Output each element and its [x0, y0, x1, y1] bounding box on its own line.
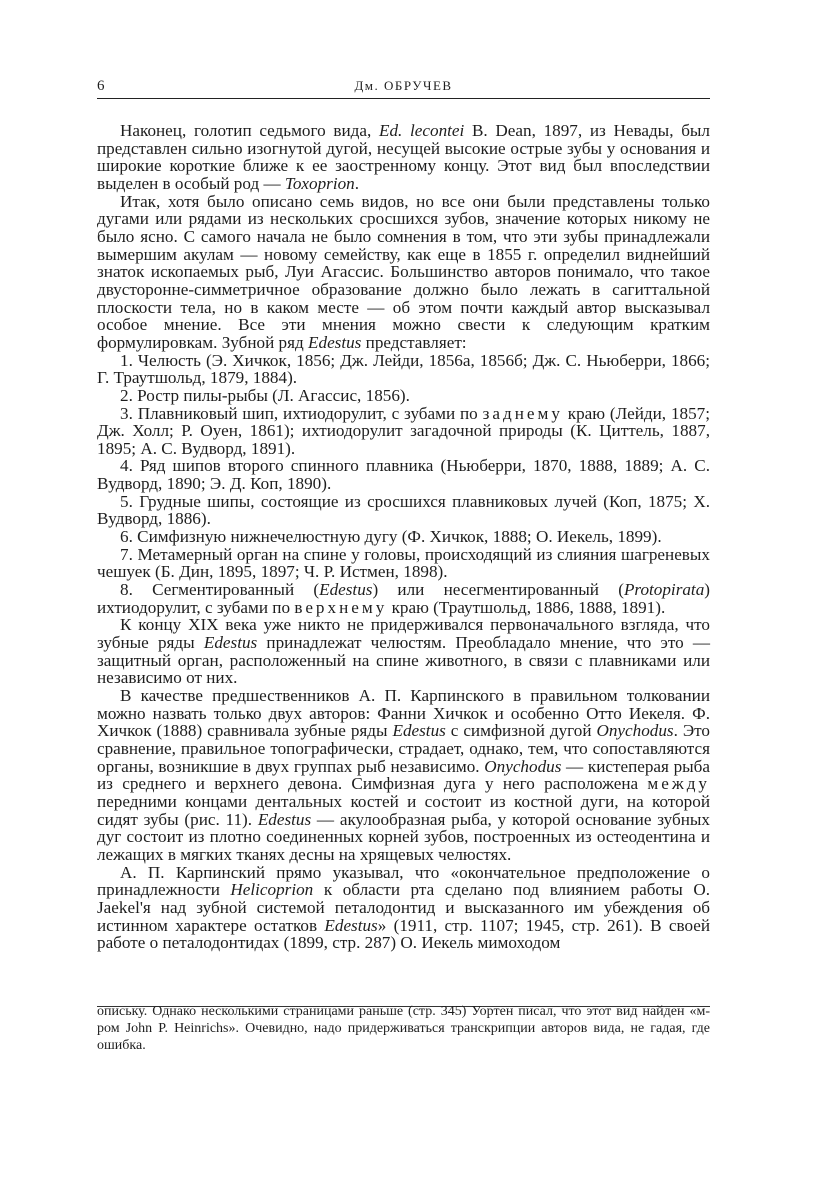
- text-run: краю (Траутшольд, 1886, 1888, 1891).: [387, 597, 666, 617]
- text-run: А. П. Карпинский прямо указывал, что «окончательное предположение о принадлежности: [97, 862, 710, 900]
- text-run: к области рта сделано под влиянием работы O. Jaekel'я над зубной системой петалодонтид и высказанного им убеждения об истинном характере остатков: [97, 880, 710, 935]
- running-head: Дм. ОБРУЧЕВ: [354, 78, 453, 93]
- list-item-7: 7. Метамерный орган на спине у головы, происходящий из слияния шагреневых чешуек (Б. Дин, 1895, 1897; Ч. Р. Истмен, 1898).: [97, 544, 710, 582]
- paragraph-2: [97, 193, 710, 352]
- list-item-1: 1. Челюсть (Э. Хичкок, 1856; Дж. Лейди, 1856а, 1856б; Дж. С. Ньюберри, 1866; Г. Траутшольд, 1879, 1884).: [97, 350, 710, 388]
- list-item-5: 5. Грудные шипы, состоящие из сросшихся плавниковых лучей (Коп, 1875; Х. Вудворд, 1886).: [97, 491, 710, 529]
- italic-taxon: Onychodus: [596, 721, 674, 741]
- text-run: К концу XIX века уже никто не придерживался первоначального взгляда, что зубные ряды: [97, 615, 710, 653]
- text-run: » (1911, стр. 1107; 1945, стр. 261). В своей работе о петалодонтидах (1899, стр. 287) О. Иекель мимоходом: [97, 915, 710, 953]
- text-run: представляет:: [361, 332, 467, 352]
- italic-taxon: Toxoprion: [284, 173, 355, 193]
- italic-taxon: Helicoprion: [230, 880, 314, 900]
- main-text: [97, 122, 710, 952]
- list-item-2: 2. Ростр пилы-рыбы (Л. Агассис, 1856).: [120, 385, 410, 405]
- italic-taxon: Edestus: [308, 332, 362, 352]
- text-run: Наконец, голотип седьмого вида,: [120, 121, 379, 140]
- text-run: Итак, хотя было описано семь видов, но все они были представлены только дугами или рядами из нескольких сросшихся зубов, значение которых никому не было ясно. С самого начала не было сомнения в том, что эти зубы принадлежали вымершим акулам — новому семейству, как еще в 1855 г. определил виднейший знаток ископаемых рыб, Луи Агассис. Большинство авторов понимало, что такое двусторонне-симметричное образование должно было лежать в сагиттальной плоскости тела, но в каком месте — об этом почти каждый автор высказывал особое мнение. Все эти мнения можно свести к следующим кратким формулировкам. Зубной ряд: [97, 191, 710, 352]
- paragraph-1: [97, 122, 710, 193]
- italic-taxon: Edestus: [203, 633, 258, 653]
- list-item-4: 4. Ряд шипов второго спинного плавника (Ньюберри, 1870, 1888, 1889; А. С. Вудворд, 1890; Э. Д. Коп, 1890).: [97, 456, 710, 494]
- header-rule: [97, 98, 710, 99]
- text-run: . Это сравнение, правильное топографически, страдает, однако, тем, что сопоставляются органы, возникшие в двух группах рыб независимо.: [97, 721, 710, 776]
- text-run: с симфизной дугой: [445, 721, 597, 741]
- paragraph-5: [97, 864, 710, 952]
- text-run: ) или несегментированный (: [372, 580, 624, 600]
- text-run: — кистеперая рыба из среднего и верхнего девона. Симфизная дуга у него расположена: [97, 756, 711, 794]
- spaced-emphasis: между: [647, 774, 710, 794]
- text-run: 3. Плавниковый шип, ихтиодорулит, с зубами по: [120, 403, 483, 423]
- text-run: ) ихтиодорулит, с зубами по: [97, 580, 710, 617]
- list-item-6: 6. Симфизную нижнечелюстную дугу (Ф. Хичкок, 1888; О. Иекель, 1899).: [120, 527, 662, 547]
- text-run: передними концами дентальных костей и состоит из костной дуги, на которой сидят зубы (рис. 11).: [97, 791, 710, 829]
- page-number: 6: [97, 78, 105, 94]
- list-item-3: [97, 405, 710, 458]
- spaced-emphasis: заднему: [482, 403, 563, 423]
- text-run: B. Dean, 1897, из Невады, был представлен сильно изогнутой дугой, несущей высокие острые зубы у основания и широкие короткие ближе к ее заостренному концу. Этот вид был впоследствии выделен в особый род —: [97, 121, 710, 193]
- italic-taxon: Onychodus: [484, 756, 562, 776]
- italic-taxon: Edestus: [392, 721, 446, 741]
- text-run: принадлежат челюстям. Преобладало мнение, что это — защитный орган, расположенный на спине животного, в связи с плавниками или независимо от них.: [97, 633, 710, 688]
- italic-taxon: Edestus: [324, 915, 378, 935]
- paragraph-4: [97, 687, 710, 864]
- page-header: [97, 76, 710, 98]
- text-run: краю (Лейди, 1857; Дж. Холл; Р. Оуен, 1861); ихтиодорулит загадочной природы (К. Циттель, 1887, 1895; А. С. Вудворд, 1891).: [97, 403, 710, 458]
- spaced-emphasis: верхнему: [294, 597, 388, 617]
- paragraph-3: [97, 616, 710, 687]
- italic-taxon: Ed. lecontei: [378, 121, 465, 140]
- italic-taxon: Edestus: [257, 809, 312, 829]
- text-run: .: [354, 173, 360, 193]
- italic-taxon: Protopirata: [623, 580, 705, 600]
- italic-taxon: Edestus: [319, 580, 373, 600]
- text-run: — акулообразная рыба, у которой основание зубных дуг состоит из плотно соединенных корней зубов, построенных из остеодентина и лежащих в мягких тканях десны на хрящевых челюстях.: [97, 809, 710, 864]
- text-run: 8. Сегментированный (: [120, 580, 320, 600]
- text-run: В качестве предшественников А. П. Карпинского в правильном толковании можно назвать только двух авторов: Фанни Хичкок и особенно Отто Иекеля. Ф. Хичкок (1888) сравнивала зубные ряды: [97, 686, 710, 741]
- footnote: опиську. Однако несколькими страницами раньше (стр. 345) Уортен писал, что этот вид найден «м-ром John P. Heinrichs». Очевидно, надо придерживаться транскрипции авторов вида, не гадая, где ошибка.: [97, 1004, 710, 1053]
- list-item-8: [97, 581, 710, 616]
